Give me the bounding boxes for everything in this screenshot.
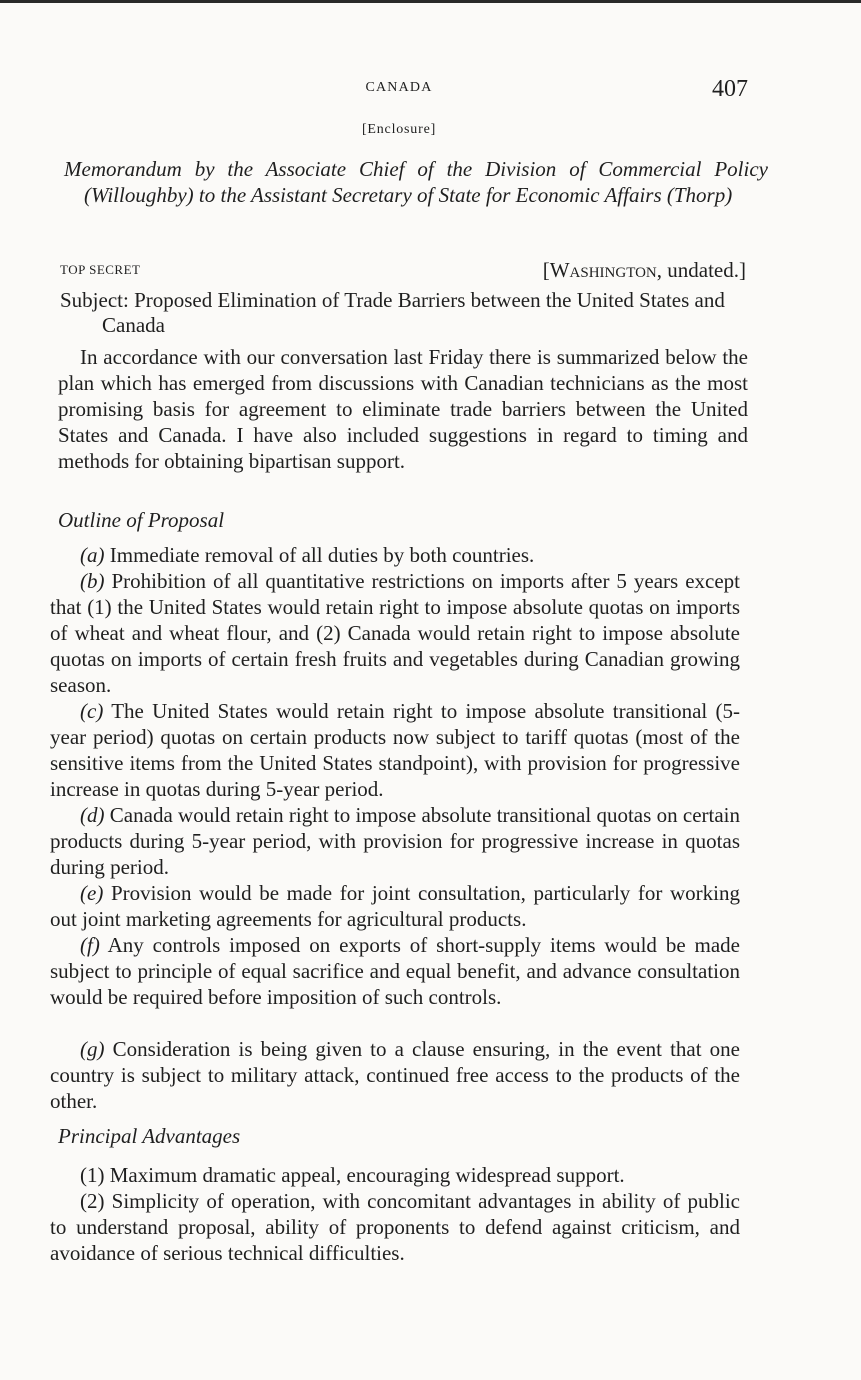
running-head — [50, 78, 748, 108]
outline-item-f: (f) Any controls imposed on exports of short-supply items would be made subject to principle of equal sacrifice and equal benefit, and advance consultation would be required before imposition of such controls. — [50, 933, 741, 1009]
classification-marking: TOP SECRET — [60, 262, 141, 277]
outline-item-d: (d) Canada would retain right to impose absolute transitional quotas on certain products during 5-year period, with provision for progressive increase in quotas during period. — [50, 803, 740, 879]
intro-paragraph: In accordance with our conversation last Friday there is summarized below the plan which has emerged from discussions with Canadian technicians as the most promising basis for agreement to eliminate trade barriers between the United States and Canada. I have also included suggestions in regard to timing and methods for obtaining bipartisan support. — [58, 345, 748, 473]
subject-line: Subject: Proposed Elimination of Trade Barriers between the United States and Canada — [60, 288, 725, 337]
advantage-item-1: (1) Maximum dramatic appeal, encouraging widespread support. — [80, 1163, 625, 1187]
place-city: Washington — [549, 258, 657, 282]
outline-heading: Outline of Proposal — [58, 508, 225, 532]
memo-title: Memorandum by the Associate Chief of the Division of Commercial Policy (Willoughby) to the Assistant Secretary of State for Economic Affairs (Thorp) — [64, 157, 768, 207]
advantage-item-2: (2) Simplicity of operation, with concomitant advantages in ability of public to understand proposal, ability of proponents to defend against criticism, and avoidance of serious technical difficulties. — [50, 1189, 740, 1265]
outline-item-b: (b) Prohibition of all quantitative restrictions on imports after 5 years except that (1) the United States would retain right to impose absolute quotas on imports of wheat and wheat flour, and (2) Canada would retain right to impose absolute quotas on imports of certain fresh fruits and vegetables during Canadian growing season. — [50, 569, 740, 697]
advantages-heading: Principal Advantages — [58, 1124, 241, 1148]
page-number: 407 — [712, 76, 748, 102]
outline-item-c: (c) The United States would retain right to impose absolute transitional (5-year period) quotas on certain products now subject to tariff quotas (most of the sensitive items from the United States standpoint), with provision for progressive increase in quotas during 5-year period. — [50, 699, 740, 801]
top-border-rule — [0, 0, 861, 3]
place-and-date: [Washington, undated.] — [542, 258, 746, 282]
classification-line — [60, 258, 748, 286]
enclosure-label: [Enclosure] — [361, 122, 437, 137]
outline-item-a: (a) Immediate removal of all duties by both countries. — [80, 543, 535, 567]
running-head-title: CANADA — [365, 80, 433, 95]
outline-item-g: (g) Consideration is being given to a clause ensuring, in the event that one country is subject to military attack, continued free access to the products of the other. — [50, 1037, 740, 1113]
outline-item-e: (e) Provision would be made for joint consultation, particularly for working out joint marketing agreements for agricultural products. — [50, 881, 741, 931]
